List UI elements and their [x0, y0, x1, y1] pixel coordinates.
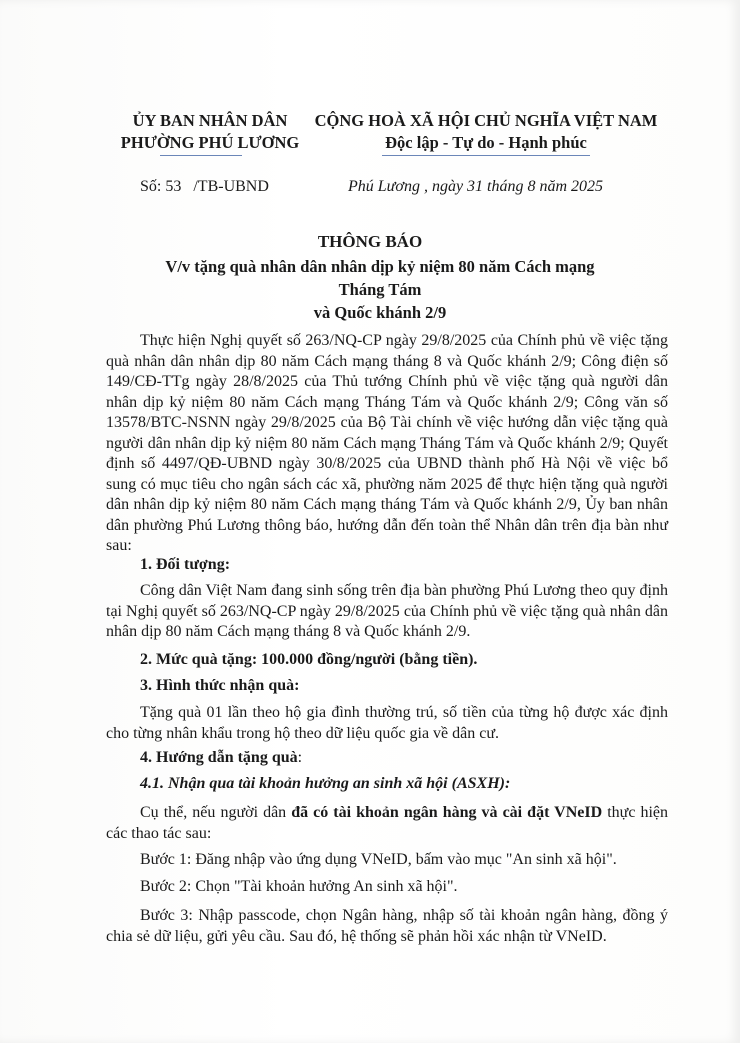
motto-underline	[382, 155, 590, 156]
document-title: THÔNG BÁO	[317, 232, 423, 251]
intro-text: Thực hiện Nghị quyết số 263/NQ-CP ngày 29/8/2025 của Chính phủ về việc tặng quà nhân dân nhân dịp 80 năm Cách mạng tháng 8 và Quốc khánh 2/9; Công điện số 149/CĐ-TTg ngày 28/8/2025 của Thủ tướng Chính phủ về việc tặng quà người dân nhân dịp kỷ niệm 80 năm Cách mạng Tháng Tám và Quốc khánh 2/9; Công văn số 13578/BTC-NSNN ngày 29/8/2025 của Bộ Tài chính về việc hướng dẫn việc tặng quà người dân nhân dịp kỷ niệm 80 năm Cách mạng Tháng Tám và Quốc khánh 2/9; Quyết định số 4497/QĐ-UBND ngày 30/8/2025 của UBND thành phố Hà Nội về việc bổ sung có mục tiêu cho ngân sách các xã, phường năm 2025 để thực hiện tặng quà người dân nhân dịp kỷ niệm 80 năm Cách mạng tháng Tám và Quốc khánh 2/9, Ủy ban nhân dân phường Phú Lương thông báo, hướng dẫn đến toàn thể Nhân dân trên địa bàn như sau:	[106, 332, 668, 554]
step-1: Bước 1: Đăng nhập vào ứng dụng VNeID, bấm vào mục "An sinh xã hội".	[140, 851, 617, 868]
section-3-heading: 3. Hình thức nhận quà:	[140, 677, 300, 694]
issuing-agency	[110, 110, 310, 154]
document-subject	[150, 255, 610, 324]
section-4-1-intro	[106, 803, 668, 844]
section-4-1-heading: 4.1. Nhận qua tài khoản hưởng an sinh xã hội (ASXH):	[140, 775, 511, 792]
section-1-heading: 1. Đối tượng:	[140, 556, 231, 573]
section-2-heading: 2. Mức quà tặng: 100.000 đồng/người (bằng tiền).	[140, 651, 478, 668]
document-number: Số: 53 /TB-UBND	[140, 178, 269, 195]
agency-underline	[160, 155, 242, 156]
step-2: Bước 2: Chọn "Tài khoản hưởng An sinh xã hội".	[140, 878, 458, 895]
intro-part-a: Cụ thể, nếu người dân	[140, 804, 292, 821]
section-1-text: Công dân Việt Nam đang sinh sống trên địa bàn phường Phú Lương theo quy định tại Nghị quyết số 263/NQ-CP ngày 29/8/2025 của Chính phủ về việc tặng quà nhân dân nhân dịp 80 năm Cách mạng tháng 8 và Quốc khánh 2/9.	[106, 582, 668, 640]
section-4-heading-text: 4. Hướng dẫn tặng quà	[140, 749, 298, 766]
intro-paragraph	[106, 331, 668, 557]
intro-part-c: thực hiện các thao tác sau:	[106, 804, 669, 842]
section-3-text: Tặng quà 01 lần theo hộ gia đình thường trú, số tiền của từng hộ được xác định cho từng nhân khẩu trong hộ theo dữ liệu quốc gia về dân cư.	[106, 704, 668, 742]
place-and-date: Phú Lương , ngày 31 tháng 8 năm 2025	[348, 178, 604, 195]
agency-line-2: PHƯỜNG PHÚ LƯƠNG	[120, 133, 300, 152]
national-motto	[306, 110, 666, 154]
subject-line-2: và Quốc khánh 2/9	[313, 303, 447, 322]
section-4-heading-colon: :	[297, 749, 303, 766]
intro-part-emphasis: đã có tài khoản ngân hàng và cài đặt VNeID	[291, 804, 603, 821]
step-3: Bước 3: Nhập passcode, chọn Ngân hàng, nhập số tài khoản ngân hàng, đồng ý chia sẻ dữ liệu, gửi yêu cầu. Sau đó, hệ thống sẽ phản hồi xác nhận từ VNeID.	[106, 907, 668, 945]
nation-line-1: CỘNG HOÀ XÃ HỘI CHỦ NGHĨA VIỆT NAM	[314, 111, 658, 130]
subject-line-1: V/v tặng quà nhân dân nhân dịp kỷ niệm 80 năm Cách mạng Tháng Tám	[165, 257, 595, 299]
nation-line-2: Độc lập - Tự do - Hạnh phúc	[385, 133, 587, 152]
section-4-heading	[106, 748, 668, 769]
agency-line-1: ỦY BAN NHÂN DÂN	[132, 111, 288, 130]
